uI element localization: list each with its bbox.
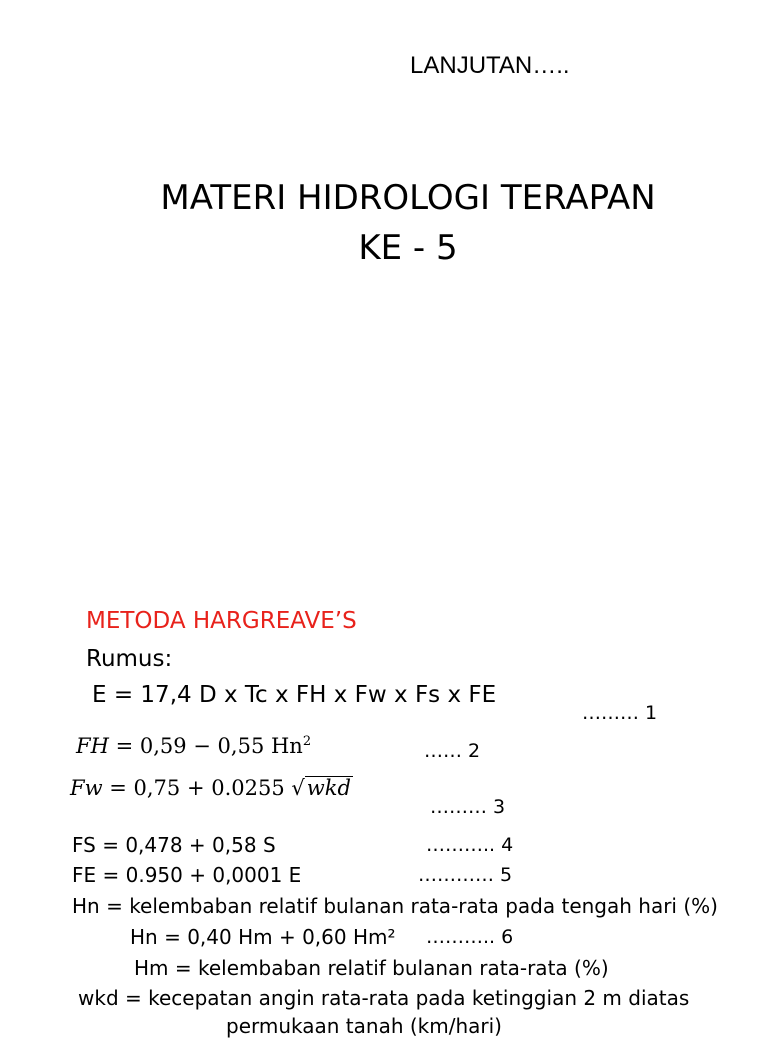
fs-formula: FS = 0,478 + 0,58 S — [72, 833, 276, 857]
hm-definition: Hm = kelembaban relatif bulanan rata-rata (%) — [134, 956, 609, 980]
formula-fh-lhs: FH — [76, 734, 109, 758]
hn-definition: Hn = kelembaban relatif bulanan rata-rata pada tengah hari (%) — [72, 894, 718, 918]
equation-number-5: ………… 5 — [418, 864, 513, 886]
sqrt-icon: √ — [291, 776, 305, 800]
equation-number-6: ……….. 6 — [426, 926, 514, 948]
formula-fw-lhs: Fw — [70, 776, 103, 800]
equation-number-3: ……… 3 — [430, 796, 506, 818]
equation-number-4: ……….. 4 — [426, 834, 514, 856]
hn-formula: Hn = 0,40 Hm + 0,60 Hm² — [130, 925, 396, 949]
fe-formula: FE = 0.950 + 0,0001 E — [72, 863, 302, 887]
equation-number-1: ……… 1 — [582, 702, 658, 724]
wkd-definition: wkd = kecepatan angin rata-rata pada ketinggian 2 m diatas — [78, 986, 690, 1010]
formula-fw-radicand: wkd — [306, 776, 351, 800]
slide-title-line-2: KE - 5 — [358, 228, 458, 268]
equation-number-2: …… 2 — [424, 740, 481, 762]
wkd-definition-continued: permukaan tanah (km/hari) — [226, 1014, 502, 1038]
main-equation: E = 17,4 D x Tc x FH x Fw x Fs x FE — [92, 682, 497, 708]
rumus-label: Rumus: — [86, 646, 173, 672]
header-note: LANJUTAN….. — [410, 52, 570, 79]
slide-title-line-1: MATERI HIDROLOGI TERAPAN — [160, 178, 656, 218]
formula-fw-rhs: = 0,75 + 0.0255 — [109, 776, 292, 800]
formula-fh-rhs: = 0,59 − 0,55 Hn — [115, 734, 303, 758]
method-heading: METODA HARGREAVE’S — [86, 608, 357, 634]
formula-fh-sup: 2 — [302, 734, 312, 749]
formula-fw — [70, 776, 353, 800]
formula-fh — [76, 734, 311, 758]
